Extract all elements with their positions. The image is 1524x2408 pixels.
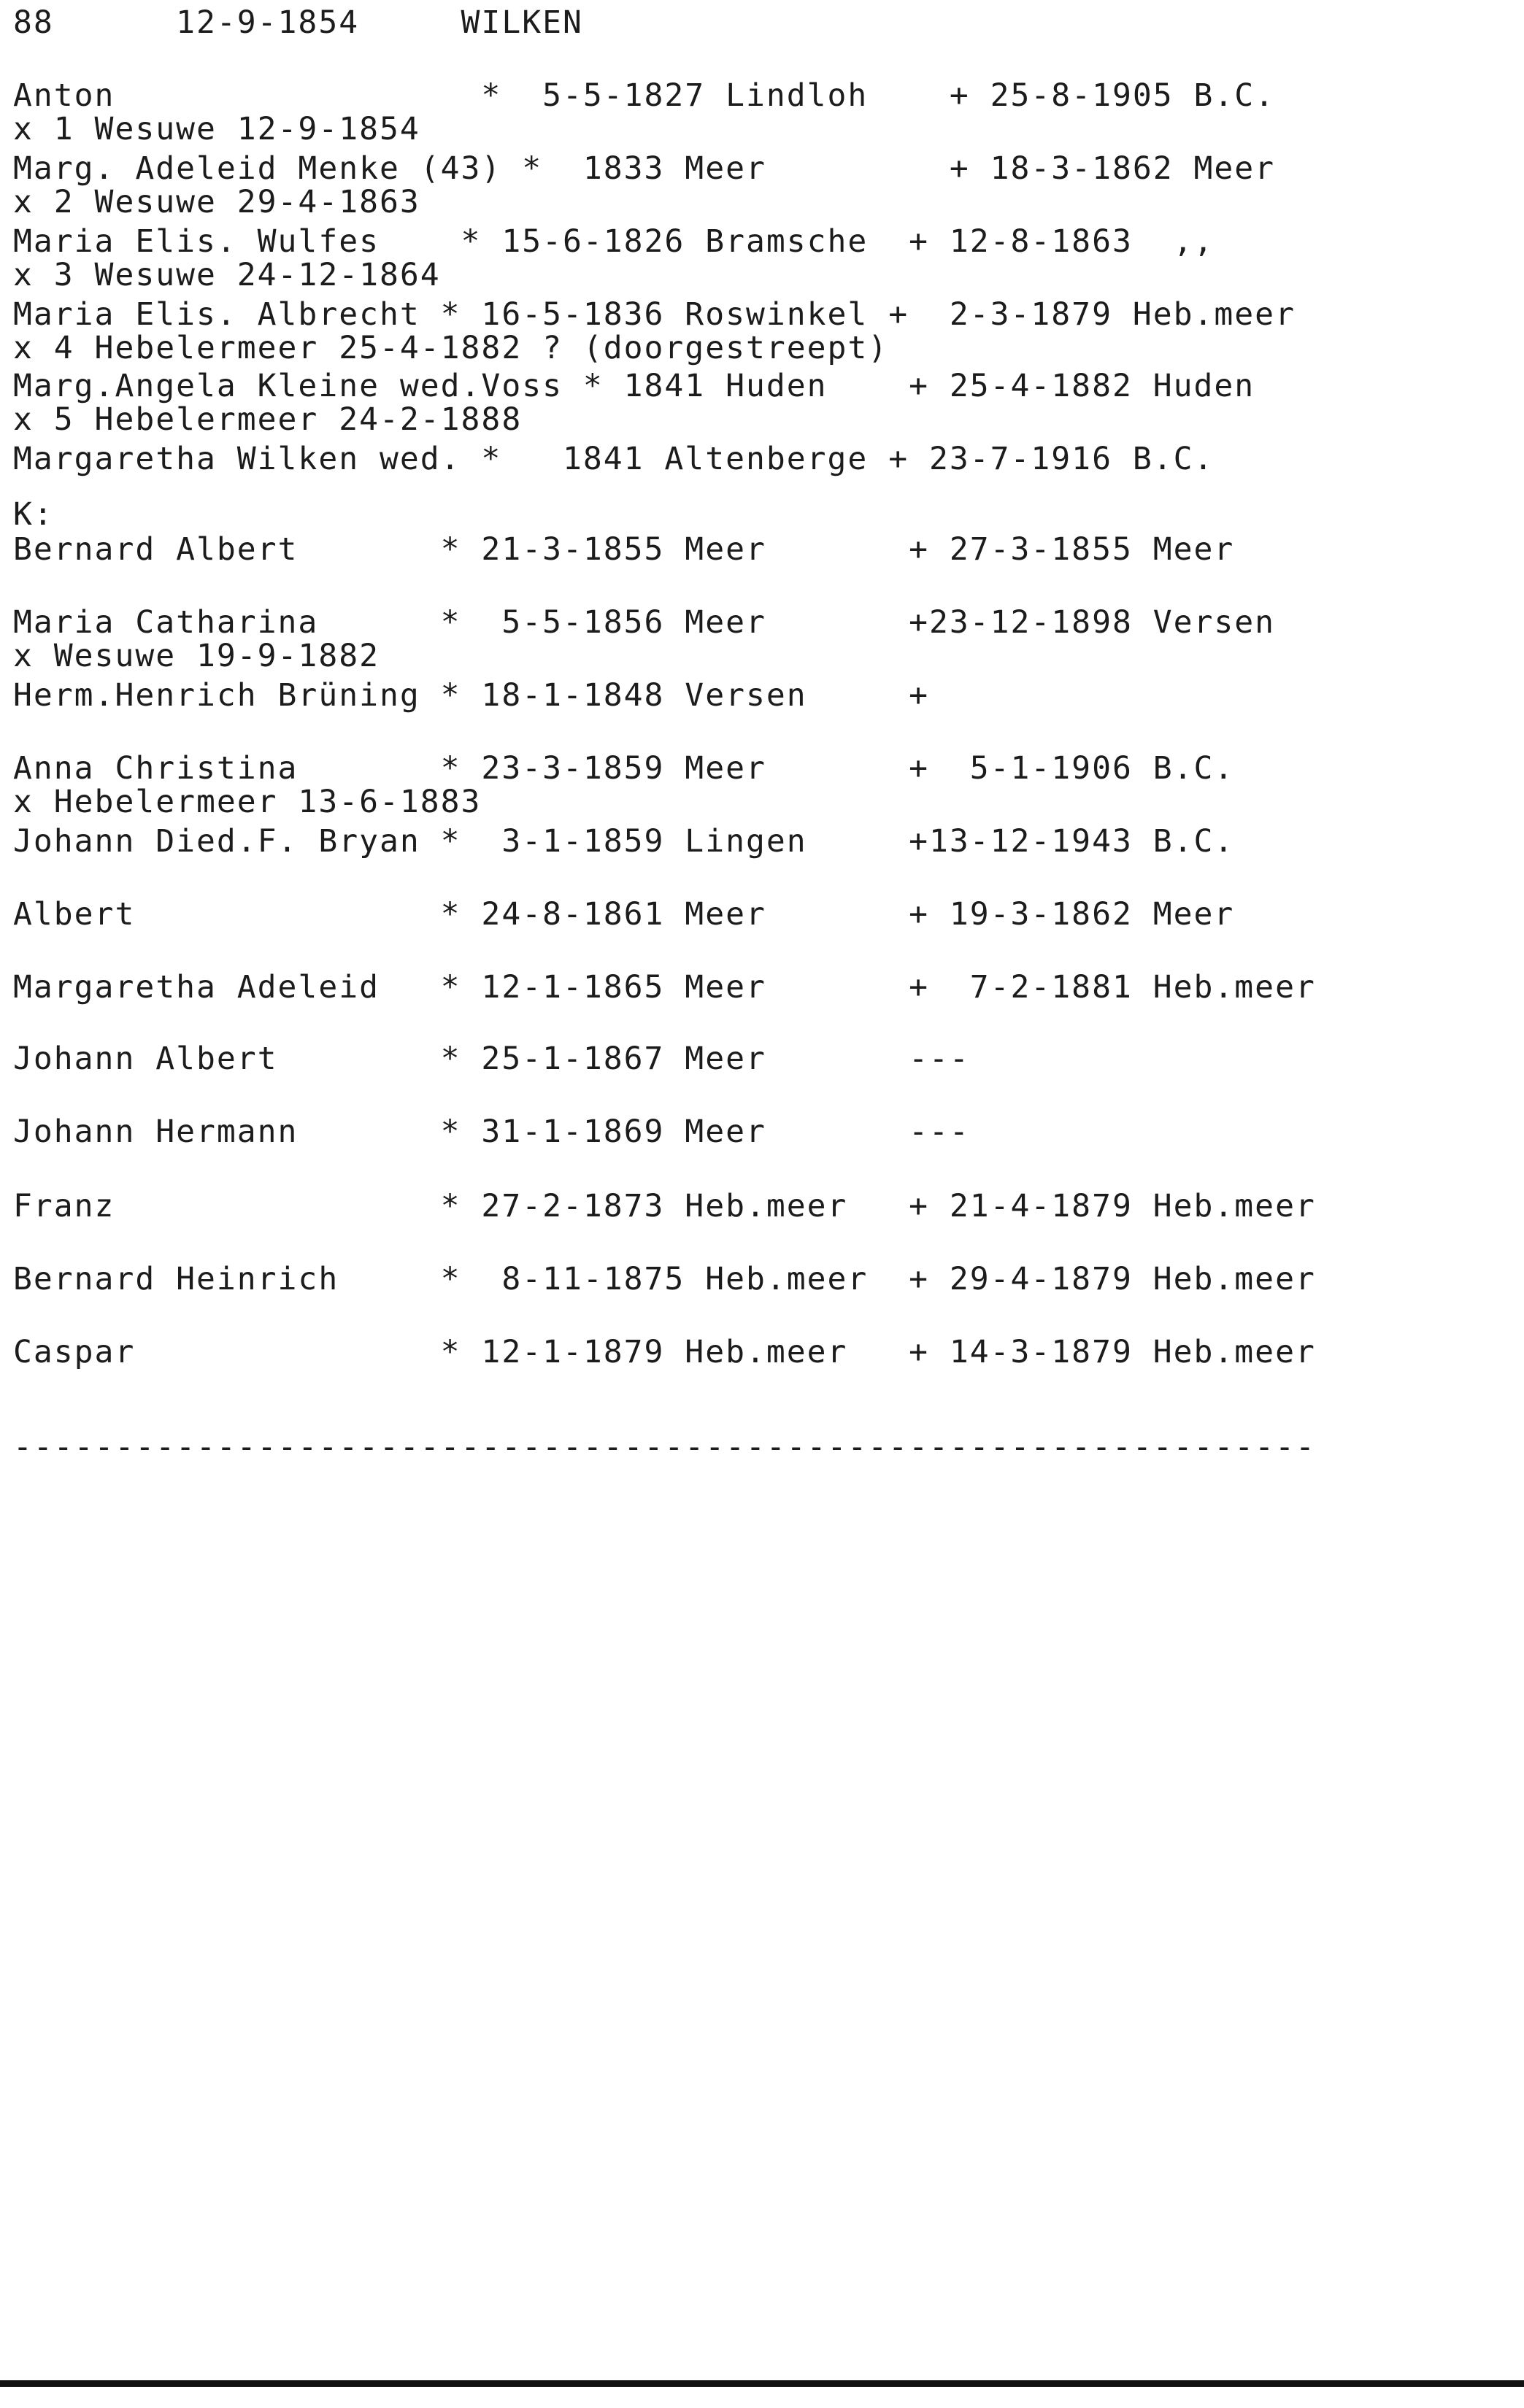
record-line: Marg.Angela Kleine wed.Voss * 1841 Huden + 25-4-1882 Huden <box>13 368 1255 404</box>
record-line: Caspar * 12-1-1879 Heb.meer + 14-3-1879 Heb.meer <box>13 1334 1316 1370</box>
record-line: Margaretha Adeleid * 12-1-1865 Meer + 7-2-1881 Heb.meer <box>13 969 1316 1006</box>
record-line: Johann Hermann * 31-1-1869 Meer --- <box>13 1114 970 1150</box>
children-label: K: <box>13 496 54 533</box>
record-header: 88 12-9-1854 WILKEN <box>13 4 583 41</box>
record-line: x Hebelermeer 13-6-1883 <box>13 784 482 820</box>
record-line: Albert * 24-8-1861 Meer + 19-3-1862 Meer <box>13 896 1235 933</box>
record-line: Johann Albert * 25-1-1867 Meer --- <box>13 1041 970 1077</box>
record-line: Margaretha Wilken wed. * 1841 Altenberge + 23-7-1916 B.C. <box>13 441 1215 477</box>
record-line: x 1 Wesuwe 12-9-1854 <box>13 111 420 147</box>
record-line: Herm.Henrich Brüning * 18-1-1848 Versen + <box>13 677 929 714</box>
record-line: Bernard Albert * 21-3-1855 Meer + 27-3-1855 Meer <box>13 531 1235 568</box>
record-line: Anton * 5-5-1827 Lindloh + 25-8-1905 B.C. <box>13 77 1276 114</box>
record-line: Anna Christina * 23-3-1859 Meer + 5-1-1906 B.C. <box>13 750 1235 787</box>
record-line: x 3 Wesuwe 24-12-1864 <box>13 257 441 293</box>
record-line: x 2 Wesuwe 29-4-1863 <box>13 184 420 220</box>
record-line: Maria Elis. Wulfes * 15-6-1826 Bramsche + 12-8-1863 ,, <box>13 223 1215 260</box>
record-line: Bernard Heinrich * 8-11-1875 Heb.meer + 29-4-1879 Heb.meer <box>13 1261 1316 1297</box>
page-bottom-border <box>0 2380 1524 2387</box>
record-line: x Wesuwe 19-9-1882 <box>13 638 380 674</box>
record-line: Maria Catharina * 5-5-1856 Meer +23-12-1898 Versen <box>13 604 1276 641</box>
record-line: x 4 Hebelermeer 25-4-1882 ? (doorgestreept) <box>13 330 889 366</box>
record-line: Franz * 27-2-1873 Heb.meer + 21-4-1879 Heb.meer <box>13 1188 1316 1224</box>
record-line: x 5 Hebelermeer 24-2-1888 <box>13 401 523 438</box>
separator-line: ---------------------------------------------------------------- <box>13 1429 1316 1465</box>
record-line: Maria Elis. Albrecht * 16-5-1836 Roswinkel + 2-3-1879 Heb.meer <box>13 296 1296 333</box>
record-line: Marg. Adeleid Menke (43) * 1833 Meer + 18-3-1862 Meer <box>13 150 1276 187</box>
record-line: Johann Died.F. Bryan * 3-1-1859 Lingen +13-12-1943 B.C. <box>13 823 1235 860</box>
